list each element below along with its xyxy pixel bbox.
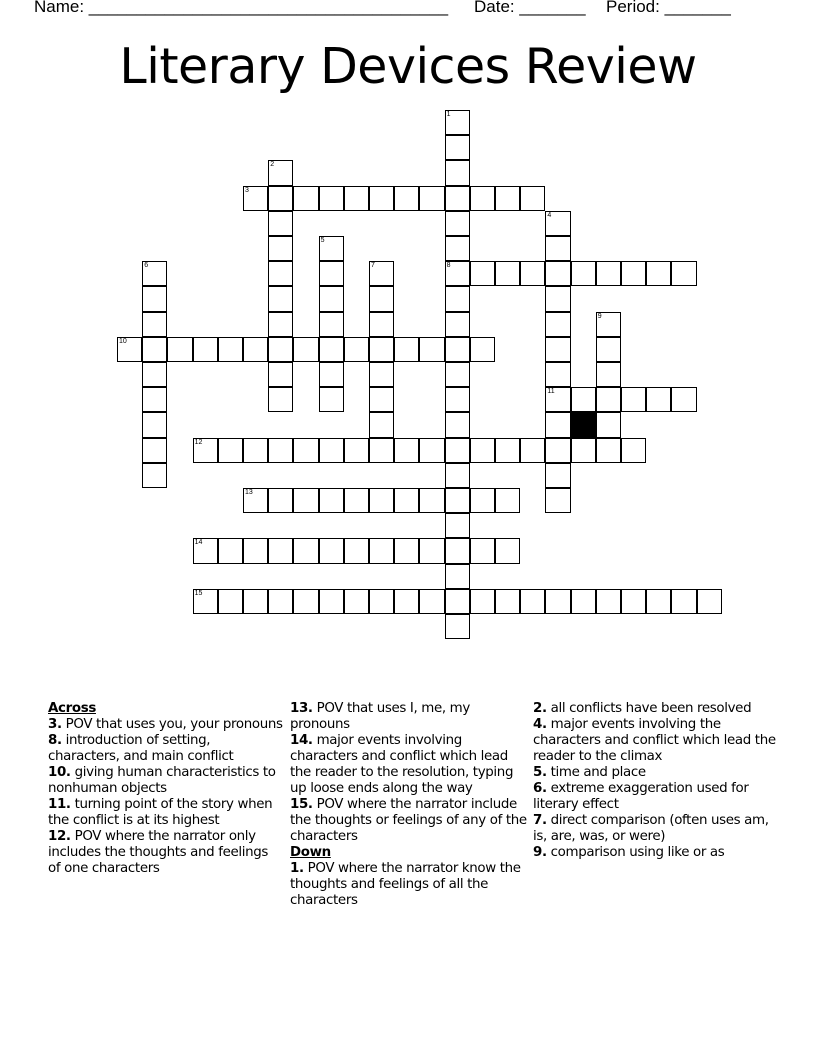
clue-number: 4. bbox=[533, 717, 547, 732]
grid-cell[interactable] bbox=[445, 513, 470, 538]
grid-cell[interactable] bbox=[445, 236, 470, 261]
clue-across-14 bbox=[290, 733, 530, 797]
grid-cell[interactable] bbox=[419, 488, 444, 513]
grid-cell[interactable] bbox=[671, 261, 696, 286]
clues-column-1 bbox=[48, 701, 284, 877]
grid-cell[interactable] bbox=[167, 337, 192, 362]
grid-cell[interactable] bbox=[445, 614, 470, 639]
grid-cell[interactable] bbox=[218, 589, 243, 614]
grid-cell[interactable] bbox=[445, 337, 470, 362]
date-field[interactable]: Date: _______ bbox=[474, 0, 586, 16]
grid-cell[interactable] bbox=[369, 589, 394, 614]
grid-cell[interactable] bbox=[268, 261, 293, 286]
grid-cell[interactable] bbox=[319, 312, 344, 337]
grid-cell[interactable] bbox=[319, 538, 344, 563]
grid-cell[interactable] bbox=[268, 362, 293, 387]
grid-cell[interactable] bbox=[218, 438, 243, 463]
grid-cell[interactable] bbox=[445, 286, 470, 311]
grid-cell[interactable] bbox=[470, 488, 495, 513]
grid-cell[interactable] bbox=[419, 438, 444, 463]
grid-cell[interactable] bbox=[621, 387, 646, 412]
grid-cell[interactable] bbox=[445, 211, 470, 236]
grid-cell[interactable] bbox=[394, 538, 419, 563]
grid-cell[interactable] bbox=[243, 589, 268, 614]
grid-cell[interactable] bbox=[571, 438, 596, 463]
grid-cell[interactable] bbox=[293, 337, 318, 362]
grid-cell[interactable] bbox=[419, 186, 444, 211]
grid-cell[interactable] bbox=[243, 438, 268, 463]
clue-down-1 bbox=[290, 861, 530, 909]
clue-down-5 bbox=[533, 765, 783, 781]
grid-cell[interactable] bbox=[545, 362, 570, 387]
clue-text: extreme exaggeration used for literary effect bbox=[533, 781, 749, 812]
grid-cell[interactable] bbox=[319, 236, 344, 261]
cell-number: 7 bbox=[371, 262, 375, 270]
grid-cell[interactable] bbox=[520, 261, 545, 286]
clue-across-13 bbox=[290, 701, 530, 733]
grid-cell[interactable] bbox=[445, 135, 470, 160]
clue-down-9 bbox=[533, 845, 783, 861]
clues-column-2 bbox=[290, 701, 530, 909]
grid-cell[interactable] bbox=[419, 337, 444, 362]
cell-number: 11 bbox=[547, 388, 555, 396]
grid-cell[interactable] bbox=[142, 337, 167, 362]
grid-cell[interactable] bbox=[445, 463, 470, 488]
grid-cell[interactable] bbox=[545, 312, 570, 337]
grid-cell[interactable] bbox=[495, 261, 520, 286]
grid-cell[interactable] bbox=[268, 312, 293, 337]
clue-text: introduction of setting, characters, and main conflict bbox=[48, 733, 234, 764]
grid-cell[interactable] bbox=[419, 538, 444, 563]
grid-cell[interactable] bbox=[470, 438, 495, 463]
period-field[interactable]: Period: _______ bbox=[606, 0, 731, 16]
grid-cell[interactable] bbox=[394, 186, 419, 211]
grid-cell[interactable] bbox=[369, 362, 394, 387]
grid-cell[interactable] bbox=[369, 286, 394, 311]
clue-number: 13. bbox=[290, 701, 313, 716]
grid-cell[interactable] bbox=[545, 261, 570, 286]
black-cell bbox=[571, 412, 596, 437]
cell-number: 10 bbox=[119, 337, 127, 345]
grid-cell[interactable] bbox=[268, 286, 293, 311]
clue-text: giving human characteristics to nonhuman objects bbox=[48, 765, 276, 796]
clue-text: POV where the narrator know the thoughts and feelings of all the characters bbox=[290, 861, 521, 908]
cell-number: 6 bbox=[144, 262, 149, 270]
grid-cell[interactable] bbox=[545, 412, 570, 437]
clue-number: 10. bbox=[48, 765, 71, 780]
grid-cell[interactable] bbox=[369, 488, 394, 513]
clue-across-10 bbox=[48, 765, 284, 797]
cell-number: 2 bbox=[270, 161, 275, 169]
grid-cell[interactable] bbox=[142, 412, 167, 437]
grid-cell[interactable] bbox=[470, 538, 495, 563]
grid-cell[interactable] bbox=[596, 387, 621, 412]
grid-cell[interactable] bbox=[142, 387, 167, 412]
grid-cell[interactable] bbox=[571, 261, 596, 286]
grid-cell[interactable] bbox=[445, 412, 470, 437]
grid-cell[interactable] bbox=[646, 387, 671, 412]
grid-cell[interactable] bbox=[470, 261, 495, 286]
cell-number: 1 bbox=[446, 111, 451, 118]
grid-cell[interactable] bbox=[319, 286, 344, 311]
grid-cell[interactable] bbox=[268, 186, 293, 211]
grid-cell[interactable] bbox=[142, 286, 167, 311]
grid-cell[interactable] bbox=[193, 589, 218, 614]
grid-cell[interactable] bbox=[293, 488, 318, 513]
grid-cell[interactable] bbox=[319, 186, 344, 211]
grid-cell[interactable] bbox=[394, 589, 419, 614]
clue-text: POV where the narrator include the thoughts or feelings of any of the characters bbox=[290, 797, 527, 844]
grid-cell[interactable] bbox=[319, 589, 344, 614]
cell-number: 3 bbox=[245, 186, 249, 194]
grid-cell[interactable] bbox=[646, 589, 671, 614]
grid-cell[interactable] bbox=[268, 387, 293, 412]
grid-cell[interactable] bbox=[369, 412, 394, 437]
grid-cell[interactable] bbox=[545, 337, 570, 362]
grid-cell[interactable] bbox=[117, 337, 142, 362]
grid-cell[interactable] bbox=[445, 589, 470, 614]
grid-cell[interactable] bbox=[470, 186, 495, 211]
grid-cell[interactable] bbox=[293, 589, 318, 614]
clue-number: 9. bbox=[533, 845, 547, 860]
grid-cell[interactable] bbox=[445, 488, 470, 513]
grid-cell[interactable] bbox=[445, 438, 470, 463]
grid-cell[interactable] bbox=[369, 312, 394, 337]
grid-cell[interactable] bbox=[520, 186, 545, 211]
clue-across-3 bbox=[48, 717, 284, 733]
cell-number: 15 bbox=[194, 589, 203, 597]
grid-cell[interactable] bbox=[596, 312, 621, 337]
clues-column-3 bbox=[533, 701, 783, 861]
grid-cell[interactable] bbox=[545, 438, 570, 463]
grid-cell[interactable] bbox=[369, 261, 394, 286]
grid-cell[interactable] bbox=[344, 186, 369, 211]
clue-text: turning point of the story when the conflict is at its highest bbox=[48, 797, 273, 828]
grid-cell[interactable] bbox=[646, 261, 671, 286]
clue-text: POV that uses I, me, my pronouns bbox=[290, 701, 470, 732]
grid-cell[interactable] bbox=[319, 438, 344, 463]
grid-cell[interactable] bbox=[268, 488, 293, 513]
grid-cell[interactable] bbox=[142, 312, 167, 337]
grid-cell[interactable] bbox=[445, 387, 470, 412]
grid-cell[interactable] bbox=[545, 236, 570, 261]
clue-number: 12. bbox=[48, 829, 71, 844]
grid-cell[interactable] bbox=[369, 438, 394, 463]
clue-down-7 bbox=[533, 813, 783, 845]
grid-cell[interactable] bbox=[344, 337, 369, 362]
grid-cell[interactable] bbox=[344, 589, 369, 614]
page-title: Literary Devices Review bbox=[119, 38, 697, 95]
grid-cell[interactable] bbox=[571, 589, 596, 614]
clue-number: 1. bbox=[290, 861, 304, 876]
grid-cell[interactable] bbox=[218, 337, 243, 362]
grid-cell[interactable] bbox=[319, 261, 344, 286]
grid-cell[interactable] bbox=[596, 589, 621, 614]
clue-number: 14. bbox=[290, 733, 313, 748]
clue-number: 3. bbox=[48, 717, 62, 732]
grid-cell[interactable] bbox=[445, 312, 470, 337]
clue-text: POV where the narrator only includes the thoughts and feelings of one characters bbox=[48, 829, 269, 876]
grid-cell[interactable] bbox=[445, 261, 470, 286]
grid-cell[interactable] bbox=[142, 261, 167, 286]
grid-cell[interactable] bbox=[243, 538, 268, 563]
grid-cell[interactable] bbox=[445, 186, 470, 211]
clue-number: 11. bbox=[48, 797, 71, 812]
clue-number: 6. bbox=[533, 781, 547, 796]
grid-cell[interactable] bbox=[520, 589, 545, 614]
grid-cell[interactable] bbox=[419, 589, 444, 614]
grid-cell[interactable] bbox=[621, 589, 646, 614]
cell-number: 14 bbox=[194, 539, 203, 547]
grid-cell[interactable] bbox=[142, 362, 167, 387]
cell-number: 5 bbox=[320, 237, 325, 244]
grid-cell[interactable] bbox=[571, 387, 596, 412]
clue-text: time and place bbox=[550, 765, 646, 780]
grid-cell[interactable] bbox=[268, 538, 293, 563]
across-heading: Across bbox=[48, 701, 96, 716]
grid-cell[interactable] bbox=[495, 488, 520, 513]
grid-cell[interactable] bbox=[344, 538, 369, 563]
grid-cell[interactable] bbox=[596, 261, 621, 286]
grid-cell[interactable] bbox=[495, 438, 520, 463]
grid-cell[interactable] bbox=[243, 488, 268, 513]
clue-number: 15. bbox=[290, 797, 313, 812]
grid-cell[interactable] bbox=[369, 387, 394, 412]
clue-number: 2. bbox=[533, 701, 547, 716]
grid-cell[interactable] bbox=[243, 337, 268, 362]
cell-number: 9 bbox=[597, 312, 602, 320]
grid-cell[interactable] bbox=[495, 538, 520, 563]
grid-cell[interactable] bbox=[268, 160, 293, 185]
grid-cell[interactable] bbox=[268, 337, 293, 362]
grid-cell[interactable] bbox=[369, 538, 394, 563]
cell-number: 12 bbox=[194, 438, 203, 446]
grid-cell[interactable] bbox=[394, 438, 419, 463]
clue-down-4 bbox=[533, 717, 783, 765]
clue-across-8 bbox=[48, 733, 284, 765]
grid-cell[interactable] bbox=[596, 438, 621, 463]
grid-cell[interactable] bbox=[545, 387, 570, 412]
clue-text: major events involving characters and conflict which lead the reader to the resolution, typing up loose ends along the way bbox=[290, 733, 514, 796]
grid-cell[interactable] bbox=[697, 589, 722, 614]
grid-cell[interactable] bbox=[596, 412, 621, 437]
grid-cell[interactable] bbox=[319, 488, 344, 513]
grid-cell[interactable] bbox=[596, 337, 621, 362]
grid-cell[interactable] bbox=[545, 488, 570, 513]
clue-down-6 bbox=[533, 781, 783, 813]
clue-number: 5. bbox=[533, 765, 547, 780]
grid-cell[interactable] bbox=[596, 362, 621, 387]
grid-cell[interactable] bbox=[470, 337, 495, 362]
grid-cell[interactable] bbox=[445, 160, 470, 185]
grid-cell[interactable] bbox=[193, 337, 218, 362]
grid-cell[interactable] bbox=[445, 538, 470, 563]
cell-number: 4 bbox=[547, 211, 552, 219]
grid-cell[interactable] bbox=[193, 438, 218, 463]
grid-cell[interactable] bbox=[142, 438, 167, 463]
grid-cell[interactable] bbox=[319, 362, 344, 387]
grid-cell[interactable] bbox=[545, 589, 570, 614]
grid-cell[interactable] bbox=[394, 337, 419, 362]
grid-cell[interactable] bbox=[218, 538, 243, 563]
grid-cell[interactable] bbox=[293, 538, 318, 563]
grid-cell[interactable] bbox=[445, 110, 470, 135]
clue-number: 7. bbox=[533, 813, 547, 828]
grid-cell[interactable] bbox=[142, 463, 167, 488]
grid-cell[interactable] bbox=[520, 438, 545, 463]
grid-cell[interactable] bbox=[369, 337, 394, 362]
grid-cell[interactable] bbox=[319, 387, 344, 412]
grid-cell[interactable] bbox=[293, 438, 318, 463]
down-heading: Down bbox=[290, 845, 331, 860]
grid-cell[interactable] bbox=[243, 186, 268, 211]
grid-cell[interactable] bbox=[545, 286, 570, 311]
grid-cell[interactable] bbox=[470, 589, 495, 614]
grid-cell[interactable] bbox=[621, 438, 646, 463]
clue-text: direct comparison (often uses am, is, are, was, or were) bbox=[533, 813, 769, 844]
grid-cell[interactable] bbox=[369, 186, 394, 211]
grid-cell[interactable] bbox=[268, 211, 293, 236]
grid-cell[interactable] bbox=[445, 564, 470, 589]
grid-cell[interactable] bbox=[445, 362, 470, 387]
clue-text: comparison using like or as bbox=[550, 845, 725, 860]
grid-cell[interactable] bbox=[621, 261, 646, 286]
clue-text: major events involving the characters and conflict which lead the reader to the climax bbox=[533, 717, 776, 764]
grid-cell[interactable] bbox=[268, 236, 293, 261]
clue-across-12 bbox=[48, 829, 284, 877]
grid-cell[interactable] bbox=[344, 438, 369, 463]
grid-cell[interactable] bbox=[268, 438, 293, 463]
clue-text: all conflicts have been resolved bbox=[550, 701, 752, 716]
clue-across-11 bbox=[48, 797, 284, 829]
grid-cell[interactable] bbox=[293, 186, 318, 211]
grid-cell[interactable] bbox=[545, 211, 570, 236]
grid-cell[interactable] bbox=[394, 488, 419, 513]
cell-number: 13 bbox=[245, 489, 253, 496]
grid-cell[interactable] bbox=[495, 589, 520, 614]
grid-cell[interactable] bbox=[495, 186, 520, 211]
cell-number: 8 bbox=[446, 262, 451, 270]
grid-cell[interactable] bbox=[671, 589, 696, 614]
name-field[interactable]: Name: ______________________________________ bbox=[34, 0, 449, 16]
grid-cell[interactable] bbox=[319, 337, 344, 362]
clue-down-2 bbox=[533, 701, 783, 717]
clue-across-15 bbox=[290, 797, 530, 845]
clue-text: POV that uses you, your pronouns bbox=[65, 717, 283, 732]
grid-cell[interactable] bbox=[193, 538, 218, 563]
grid-cell[interactable] bbox=[545, 463, 570, 488]
grid-cell[interactable] bbox=[344, 488, 369, 513]
clue-number: 8. bbox=[48, 733, 62, 748]
grid-cell[interactable] bbox=[671, 387, 696, 412]
grid-cell[interactable] bbox=[268, 589, 293, 614]
